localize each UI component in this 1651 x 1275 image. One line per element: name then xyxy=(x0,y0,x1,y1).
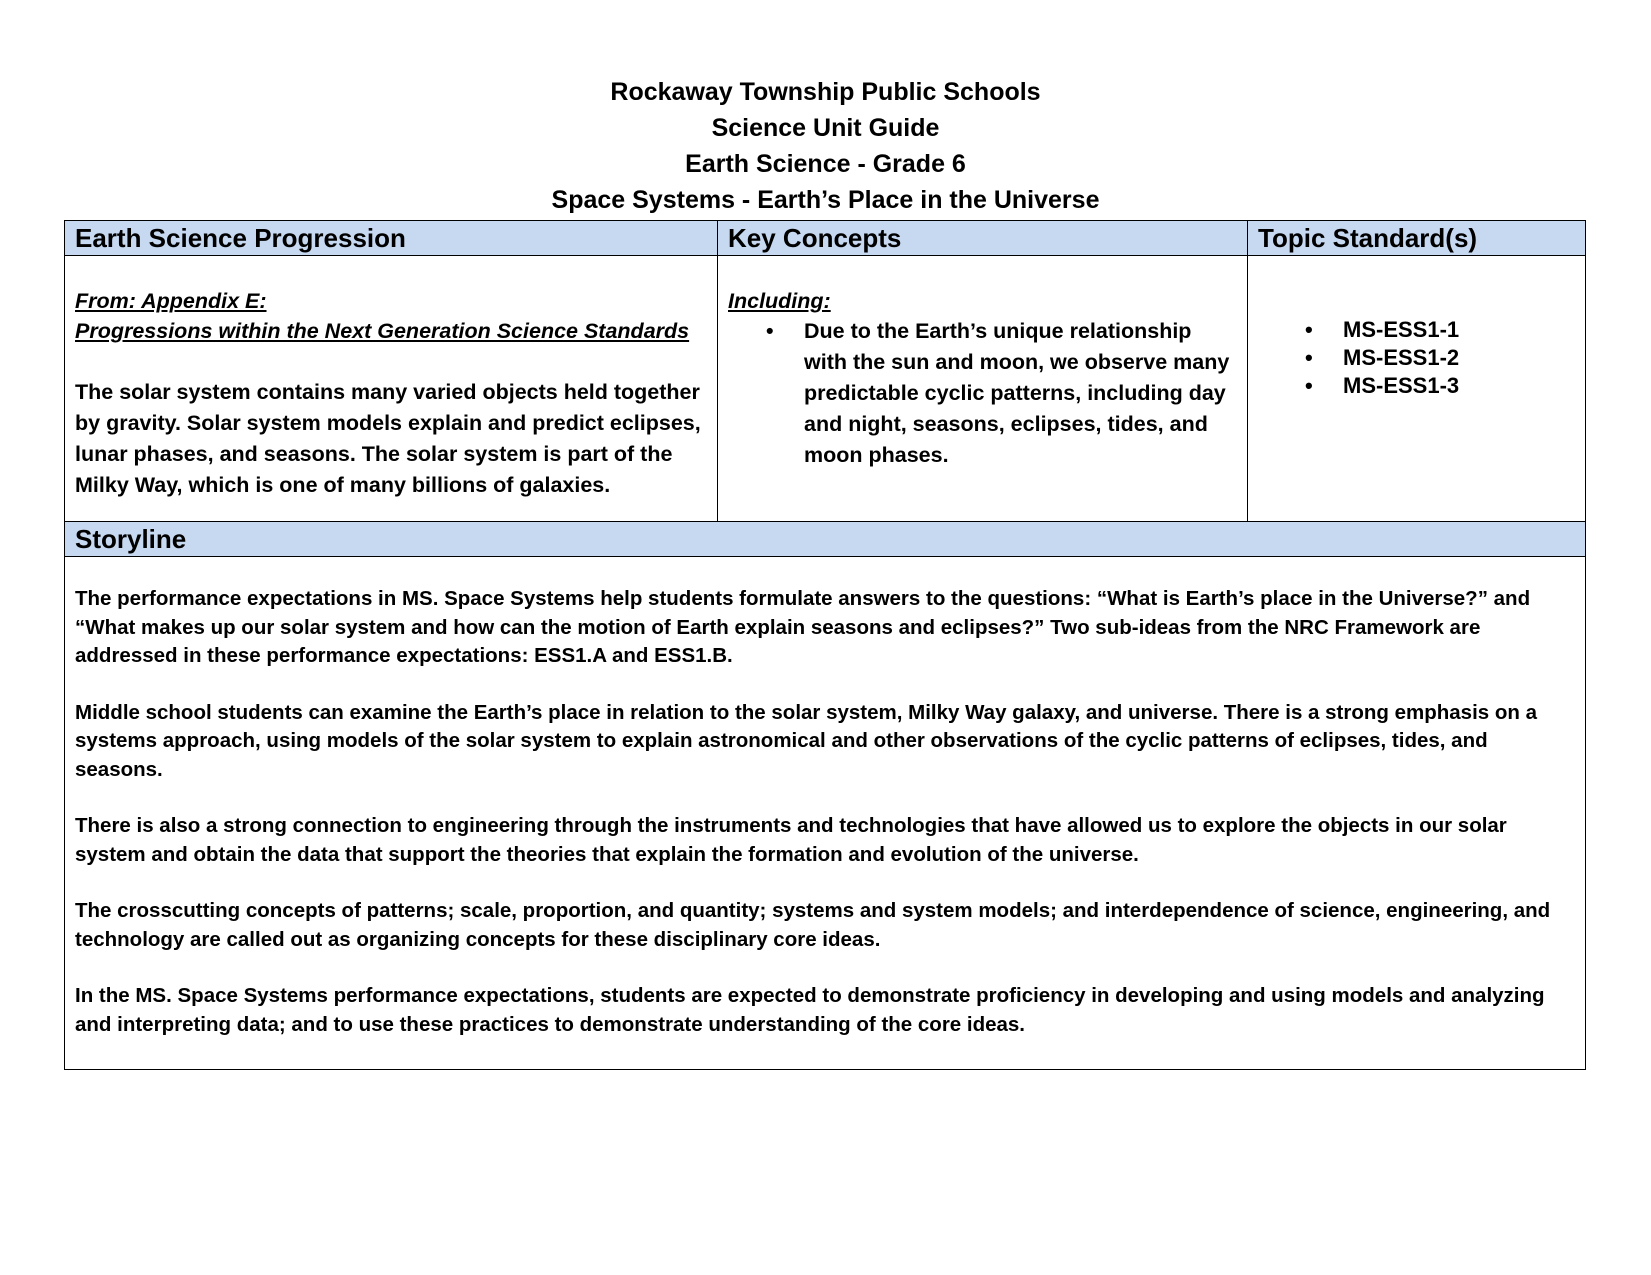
storyline-header: Storyline xyxy=(65,522,1586,557)
standards-list xyxy=(1258,316,1575,400)
guide-title: Science Unit Guide xyxy=(711,114,940,142)
key-concept-item xyxy=(766,316,1237,471)
document-title-block xyxy=(0,74,1651,218)
school-name: Rockaway Township Public Schools xyxy=(610,78,1041,106)
bullet-icon: • xyxy=(1305,373,1313,398)
course-title: Earth Science - Grade 6 xyxy=(685,150,966,178)
unit-guide-table xyxy=(64,220,1586,1070)
including-label: Including: xyxy=(728,289,831,313)
bullet-icon: • xyxy=(1305,317,1313,342)
storyline-row xyxy=(65,557,1586,1070)
standard-item xyxy=(1305,316,1575,344)
unit-title: Space Systems - Earth’s Place in the Universe xyxy=(551,186,1100,214)
storyline-cell xyxy=(65,557,1586,1070)
standard-code: MS-ESS1-2 xyxy=(1343,345,1460,370)
storyline-header-row xyxy=(65,522,1586,557)
storyline-paragraph: The performance expectations in MS. Space Systems help students formulate answers to the questions: “What is Earth’s place in the Universe?” and “What makes up our solar system and how can the motion of Earth explain seasons and eclipses?” Two sub-ideas from the NRC Framework are addressed in these performance expectations: ESS1.A and ESS1.B. xyxy=(75,587,1531,667)
progression-body: The solar system contains many varied objects held together by gravity. Solar system models explain and predict eclipses, lunar phases, and seasons. The solar system is part of the Milky Way, which is one of many billions of galaxies. xyxy=(75,380,701,497)
storyline-paragraph: Middle school students can examine the Earth’s place in relation to the solar system, Milky Way galaxy, and universe. There is a strong emphasis on a systems approach, using models of the solar system to explain astronomical and other observations of the cyclic patterns of eclipses, tides, and seasons. xyxy=(75,700,1538,781)
standard-code: MS-ESS1-1 xyxy=(1343,317,1460,342)
key-concept-text: Due to the Earth’s unique relationship with the sun and moon, we observe many predictable cyclic patterns, including day and night, seasons, eclipses, tides, and moon phases. xyxy=(804,319,1230,467)
key-concepts-list xyxy=(728,316,1237,471)
content-row xyxy=(65,256,1586,522)
standard-item xyxy=(1305,372,1575,400)
storyline-paragraph: There is also a strong connection to engineering through the instruments and technologies that have allowed us to explore the objects in our solar system and obtain the data that support the theories that explain the formation and evolution of the universe. xyxy=(75,814,1507,866)
storyline-paragraph: The crosscutting concepts of patterns; scale, proportion, and quantity; systems and system models; and interdependence of science, engineering, and technology are called out as organizing concepts for these disciplinary core ideas. xyxy=(75,899,1551,951)
progression-source-line2: Progressions within the Next Generation Science Standards xyxy=(75,319,690,343)
progression-column-header: Earth Science Progression xyxy=(65,221,718,256)
standards-cell xyxy=(1248,256,1586,522)
key-concepts-cell xyxy=(718,256,1248,522)
progression-source-line1: From: Appendix E: xyxy=(75,289,267,313)
bullet-icon: • xyxy=(766,319,774,343)
standard-code: MS-ESS1-3 xyxy=(1343,373,1460,398)
standard-item xyxy=(1305,344,1575,372)
column-header-row xyxy=(65,221,1586,256)
bullet-icon: • xyxy=(1305,345,1313,370)
progression-cell xyxy=(65,256,718,522)
key-concepts-column-header: Key Concepts xyxy=(718,221,1248,256)
standards-column-header: Topic Standard(s) xyxy=(1248,221,1586,256)
storyline-paragraph: In the MS. Space Systems performance expectations, students are expected to demonstrate proficiency in developing and using models and analyzing and interpreting data; and to use these practices to demonstrate understanding of the core ideas. xyxy=(75,984,1545,1036)
